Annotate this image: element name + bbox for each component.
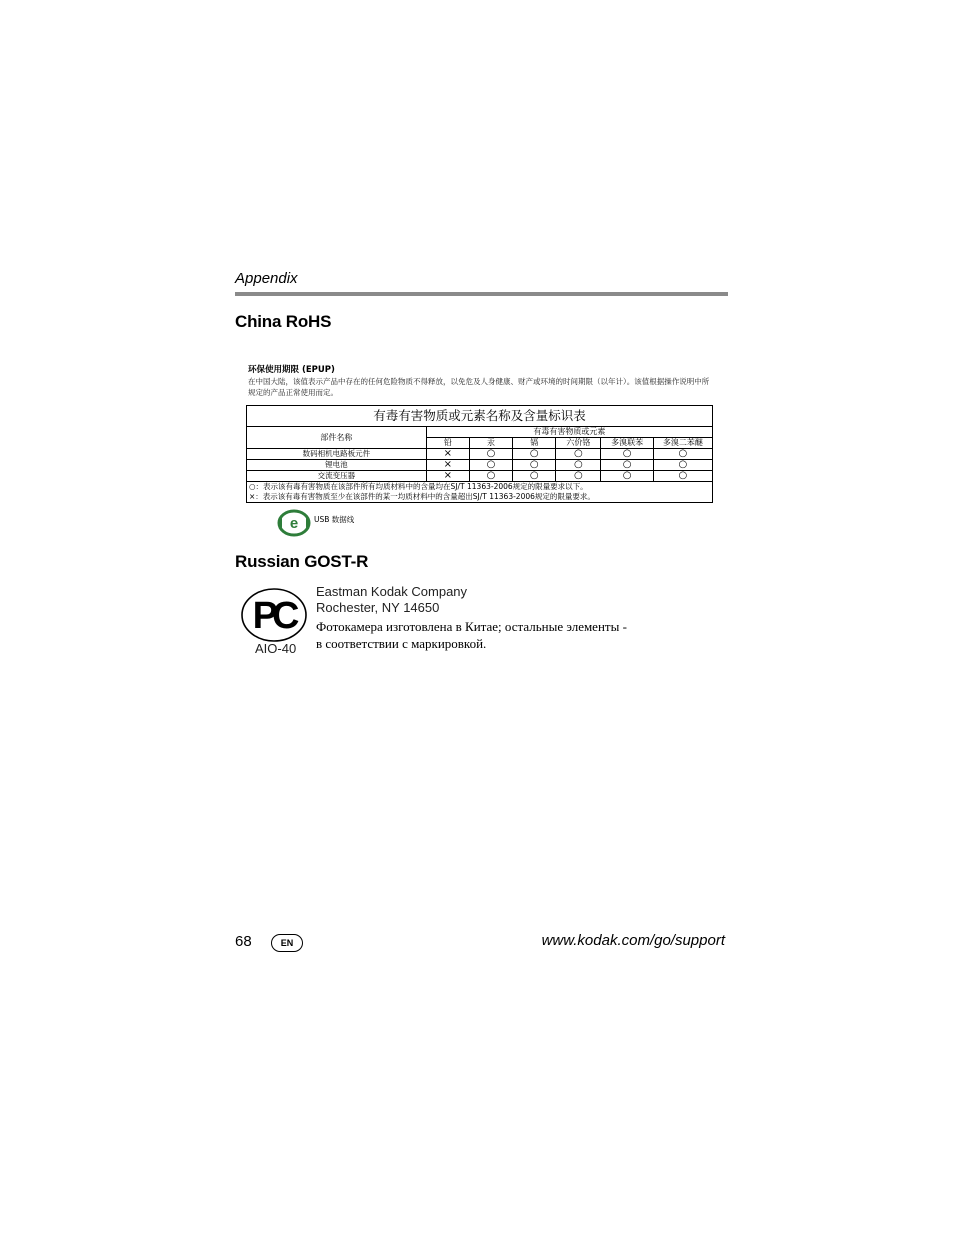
epup-title: 环保使用期限 (EPUP): [248, 365, 335, 375]
running-head: Appendix: [235, 270, 298, 287]
table-row: [247, 471, 713, 482]
mark-cell: ○: [469, 471, 512, 482]
element-header: 汞: [469, 438, 512, 449]
mark-cell: ×: [426, 460, 469, 471]
mark-cell: ○: [556, 449, 601, 460]
language-badge: EN: [271, 934, 303, 952]
element-header: 铅: [426, 438, 469, 449]
table-note: [247, 482, 713, 503]
note-o: ○：表示该有毒有害物质在该部件所有均质材料中的含量均在SJ/T 11363-2006规定的限量要求以下。: [249, 482, 588, 491]
mark-cell: ×: [426, 471, 469, 482]
russian-statement-line2: в соответствии с маркировкой.: [316, 636, 487, 651]
table-row: [247, 460, 713, 471]
mark-cell: ○: [653, 471, 712, 482]
russian-gost-title: Russian GOST-R: [235, 552, 369, 571]
table-caption: 有毒有害物质或元素名称及含量标识表: [247, 406, 713, 427]
mark-cell: ○: [556, 471, 601, 482]
table-row: [247, 449, 713, 460]
element-header: 镉: [513, 438, 556, 449]
russian-statement-line1: Фотокамера изготовлена в Китае; остальные элементы -: [316, 619, 627, 634]
china-rohs-title: China RoHS: [235, 312, 332, 331]
epup-logo-icon: [277, 509, 311, 537]
rohs-table: [246, 405, 713, 503]
part-name: 数码相机电路板元件: [247, 449, 427, 460]
mark-cell: ○: [601, 449, 653, 460]
note-x: ×：表示该有毒有害物质至少在该部件的某一均质材料中的含量超出SJ/T 11363-2006规定的限量要求。: [249, 492, 595, 501]
mark-cell: ○: [469, 449, 512, 460]
header-rule: [235, 292, 728, 296]
group-header: 有毒有害物质或元素: [426, 427, 712, 438]
usb-cable-label: USB 数据线: [314, 515, 355, 524]
mark-cell: ○: [601, 471, 653, 482]
mark-cell: ×: [426, 449, 469, 460]
mark-cell: ○: [653, 460, 712, 471]
gost-logo-icon: [240, 587, 308, 643]
epup-description: 在中国大陆，该值表示产品中存在的任何危险物质不得释放，以免危及人身健康、财产或环境的时间期限（以年计）。该值根据操作说明中所规定的产品正常使用而定。: [248, 377, 710, 397]
part-header: 部件名称: [247, 427, 427, 449]
mark-cell: ○: [469, 460, 512, 471]
page-number: 68: [235, 933, 252, 950]
company-name: Eastman Kodak Company: [316, 584, 468, 599]
company-city: Rochester, NY 14650: [316, 600, 440, 615]
epup-logo-letter: e: [289, 515, 299, 532]
part-name: 锂电池: [247, 460, 427, 471]
part-name: 交流变压器: [247, 471, 427, 482]
mark-cell: ○: [513, 449, 556, 460]
support-url-link[interactable]: www.kodak.com/go/support: [541, 932, 725, 949]
element-header: 多溴联苯: [601, 438, 653, 449]
company-address: [316, 584, 467, 616]
mark-cell: ○: [513, 471, 556, 482]
mark-cell: ○: [601, 460, 653, 471]
gost-logo-letters: PC: [252, 595, 294, 637]
mark-cell: ○: [513, 460, 556, 471]
mark-cell: ○: [556, 460, 601, 471]
element-header: 多溴二苯醚: [653, 438, 712, 449]
element-header: 六价铬: [556, 438, 601, 449]
russian-statement: [316, 618, 627, 652]
gost-certificate-code: AIO-40: [255, 641, 297, 656]
mark-cell: ○: [653, 449, 712, 460]
